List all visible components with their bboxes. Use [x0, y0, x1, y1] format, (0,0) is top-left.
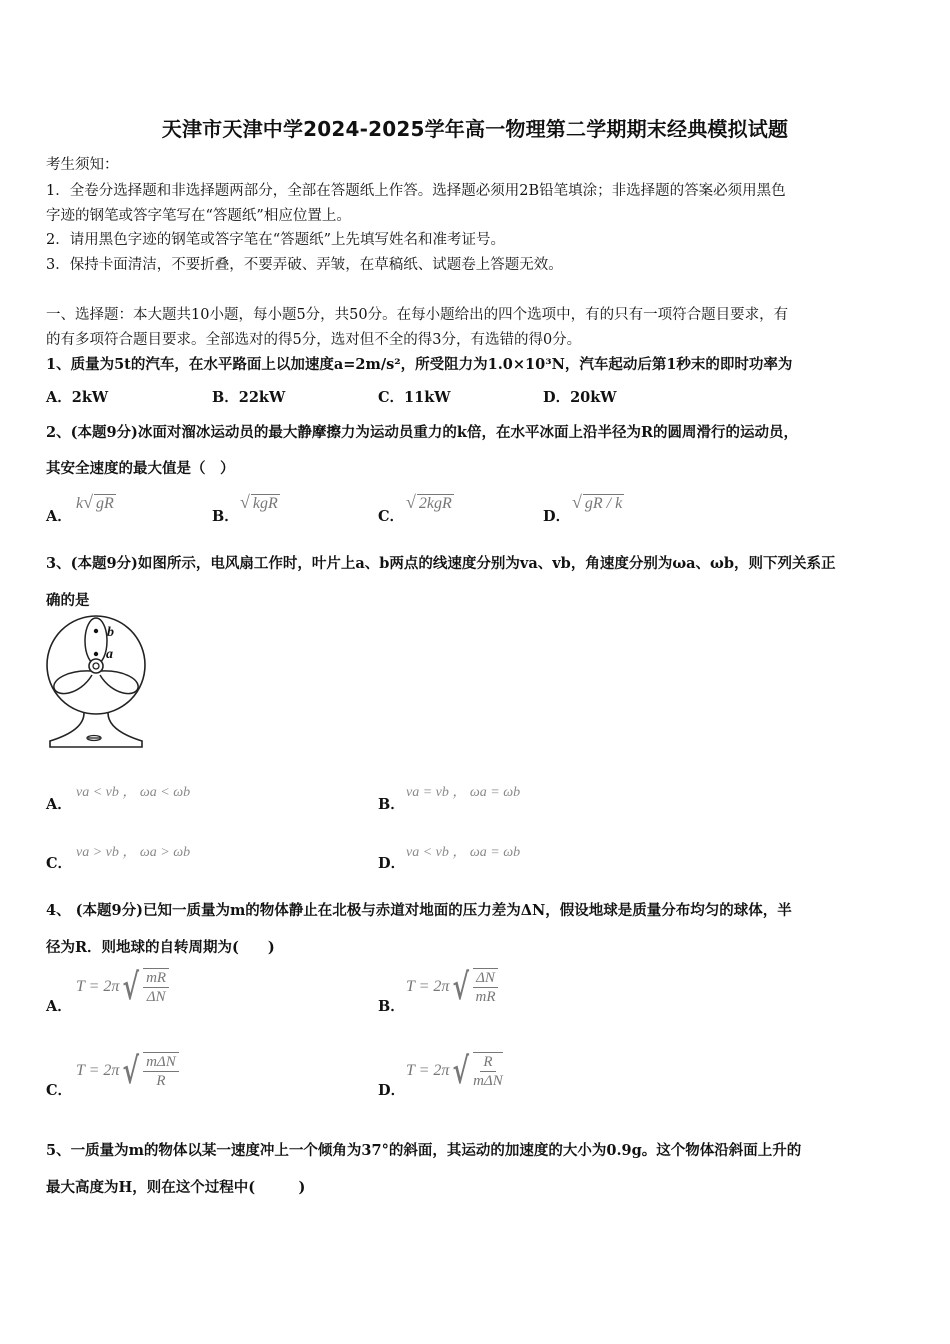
q4-label-b: B．	[378, 998, 405, 1015]
q1-option-a: A．2kW	[46, 389, 109, 406]
q2-label-d: D．	[543, 508, 571, 525]
q3-formula-b-text: va = vb ， ωa = ωb	[406, 785, 521, 800]
notice-line-2: 字迹的钢笔或答字笔写在“答题纸”相应位置上。	[46, 208, 351, 224]
q1-option-c: C．11kW	[378, 389, 451, 406]
q4-option-b	[378, 995, 405, 1016]
electric-fan-figure	[44, 615, 154, 750]
q2-label-b: B．	[212, 508, 239, 525]
q2-option-a	[46, 505, 72, 526]
q4-formula-d-prefix: T = 2π	[406, 1062, 450, 1079]
q4-label-d: D．	[378, 1082, 406, 1099]
q2-stem-2: 其安全速度的最大值是（ ）	[46, 460, 235, 477]
q4-option-c	[46, 1079, 72, 1100]
q4-formula-c-prefix: T = 2π	[76, 1062, 120, 1079]
q4-formula-a-num: mR	[143, 969, 169, 988]
q3-formula-c-text: va > vb ， ωa > ωb	[76, 845, 191, 860]
notice-line-1: 1．全卷分选择题和非选择题两部分，全部在答题纸上作答。选择题必须用2B铅笔填涂；非选择题的答案必须用黑色	[46, 183, 786, 199]
q2-option-c	[378, 505, 404, 526]
q3-label-b: B．	[378, 796, 405, 813]
q1-option-b: B．22kW	[212, 389, 286, 406]
q4-label-c: C．	[46, 1082, 73, 1099]
q4-formula-c-num: mΔN	[143, 1053, 179, 1072]
q1-stem: 1、质量为5t的汽车，在水平路面上以加速度a=2m/s²，所受阻力为1.0×10³N，汽车起动后第1秒末的即时功率为	[46, 356, 793, 373]
q4-formula-d: T = 2π √ $\frac{R}{\text{mΔN}}$	[406, 1050, 503, 1092]
q2-formula-d-rad: gR / k	[584, 495, 623, 512]
q2-formula-b-rad: kgR	[252, 495, 278, 512]
q2-formula-a-k: k	[76, 495, 84, 512]
q4-formula-a: T = 2π √ $\frac{mR}{\Delta N}$	[76, 968, 169, 1006]
q2-formula-c-rad: 2kgR	[418, 495, 452, 512]
q2-label-c: C．	[378, 508, 405, 525]
section-intro-2: 的有多项符合题目要求。全部选对的得5分，选对但不全的得3分，有选错的得0分。	[46, 332, 582, 348]
fan-label-a: a	[106, 647, 113, 662]
q2-formula-b: √ kgR	[240, 492, 278, 512]
notice-line-4: 3．保持卡面清洁，不要折叠，不要弄破、弄皱，在草稿纸、试题卷上答题无效。	[46, 257, 563, 273]
q3-formula-d	[406, 841, 520, 861]
q4-formula-a-den: ΔN	[146, 989, 166, 1005]
q4-stem-1: 4、 (本题9分)已知一质量为m的物体静止在北极与赤道对地面的压力差为ΔN，假设地球是质量分布均匀的球体，半	[46, 902, 792, 919]
q5-stem-2: 最大高度为H，则在这个过程中( )	[46, 1179, 306, 1196]
fan-label-b: b	[107, 625, 114, 640]
q5-stem-1: 5、一质量为m的物体以某一速度冲上一个倾角为37°的斜面，其运动的加速度的大小为0.9g。这个物体沿斜面上升的	[46, 1142, 802, 1159]
q4-stem-2: 径为R．则地球的自转周期为( )	[46, 939, 275, 956]
q3-label-a: A．	[46, 796, 72, 813]
q4-formula-d-den: mΔN	[473, 1073, 503, 1089]
q3-label-d: D．	[378, 855, 406, 872]
q4-formula-b-prefix: T = 2π	[406, 978, 450, 995]
q3-formula-b	[406, 781, 520, 801]
q2-formula-d: √ gR / k	[572, 492, 623, 512]
q3-stem-2: 确的是	[46, 592, 90, 609]
q4-formula-b: T = 2π √ $\frac{\Delta N}{mR}$	[406, 968, 498, 1006]
q4-formula-c: T = 2π √ $\frac{\text{mΔN}}{R}$	[76, 1052, 179, 1090]
q1-option-d: D．20kW	[543, 389, 617, 406]
notice-line-3: 2．请用黑色字迹的钢笔或答字笔在“答题纸”上先填写姓名和准考证号。	[46, 232, 506, 248]
q3-formula-d-text: va < vb ， ωa = ωb	[406, 845, 521, 860]
q3-label-c: C．	[46, 855, 73, 872]
q3-option-a	[46, 793, 72, 814]
q2-stem-1: 2、(本题9分)冰面对溜冰运动员的最大静摩擦力为运动员重力的k倍，在水平冰面上沿半径为R的圆周滑行的运动员，	[46, 424, 798, 441]
q4-formula-d-num: R	[480, 1053, 495, 1072]
q2-option-d	[543, 505, 570, 526]
q2-option-b	[212, 505, 239, 526]
q4-label-a: A．	[46, 998, 72, 1015]
q2-formula-a: k√ gR	[76, 492, 114, 512]
q2-label-a: A．	[46, 508, 72, 525]
q4-formula-b-num: ΔN	[473, 969, 498, 988]
q4-formula-a-prefix: T = 2π	[76, 978, 120, 995]
q3-formula-a-text: va < vb ， ωa < ωb	[76, 785, 191, 800]
q3-option-b	[378, 793, 405, 814]
q3-option-d	[378, 852, 405, 873]
q4-option-a	[46, 995, 72, 1016]
q4-formula-b-den: mR	[475, 989, 496, 1005]
q4-option-d	[378, 1079, 405, 1100]
q2-formula-a-rad: gR	[96, 495, 114, 512]
q3-option-c	[46, 852, 72, 873]
section-intro-1: 一、选择题：本大题共10小题，每小题5分，共50分。在每小题给出的四个选项中，有的只有一项符合题目要求，有	[46, 307, 789, 323]
notice-heading: 考生须知：	[46, 157, 119, 173]
q3-formula-a	[76, 781, 190, 801]
q3-stem-1: 3、(本题9分)如图所示，电风扇工作时，叶片上a、b两点的线速度分别为va、vb，角速度分别为ωa、ωb，则下列关系正	[46, 555, 836, 572]
q4-formula-c-den: R	[156, 1073, 166, 1089]
q3-formula-c	[76, 841, 190, 861]
page-title: 天津市天津中学2024-2025学年高一物理第二学期期末经典模拟试题	[161, 117, 789, 141]
q2-formula-c: √ 2kgR	[406, 492, 452, 512]
